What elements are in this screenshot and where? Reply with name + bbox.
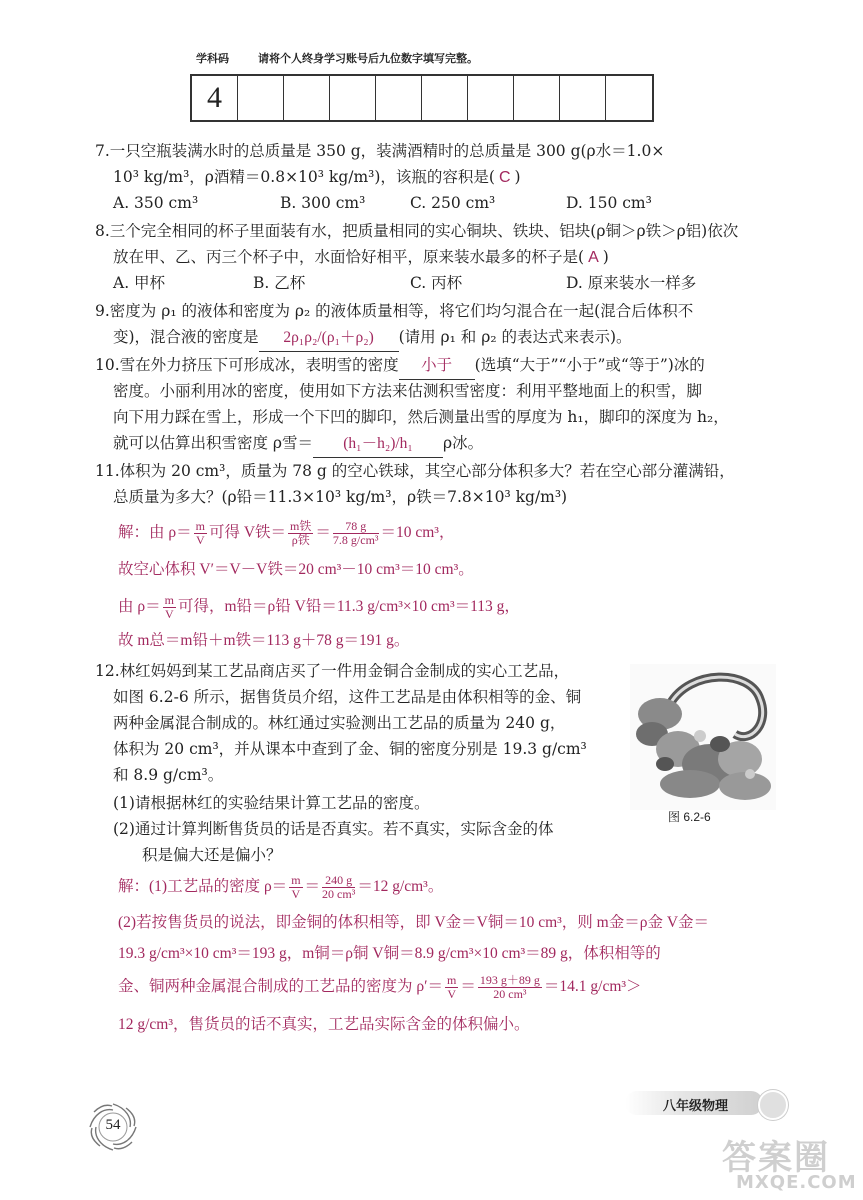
code-box-3[interactable] (330, 76, 376, 120)
q10-line2: 密度。小丽利用冰的密度，使用如下方法来估测积雪密度：利用平整地面上的积雪，脚 (113, 382, 703, 400)
q9-line2: 变)，混合液的密度是 2ρ₁ρ₂/(ρ₁＋ρ₂) (请用 ρ₁ 和 ρ₂ 的表达式来表示)。 (113, 324, 632, 352)
q12-solution-line4: 金、铜两种金属混合制成的工艺品的密度为 ρ′＝ $\frac{m}{V}$ ＝ $\frac{193 g+89 g}{\text{20 cm³}}$ ＝14.1 g/cm³＞ (118, 972, 642, 1001)
q12-line5: 和 8.9 g/cm³。 (113, 766, 224, 784)
q12-solution-line5: 12 g/cm³，售货员的话不真实，工艺品实际含金的体积偏小。 (118, 1016, 530, 1033)
q10-answer2: (h₁－h₂)/h₁ (313, 431, 443, 458)
figure-craft-image (630, 664, 776, 810)
fraction: $\frac{m}{V}$ (195, 518, 205, 547)
fraction: $\frac{m}{V}$ (447, 972, 457, 1001)
q8-answer: A (588, 249, 599, 266)
fraction: $\frac{78 g}{\text{7.8 g/cm³}}$ (332, 518, 379, 547)
fraction: $\frac{m}{V}$ (291, 872, 301, 901)
q7-answer: C (498, 169, 511, 186)
header-instruction: 请将个人终身学习账号后九位数字填写完整。 (258, 52, 478, 65)
code-box-1[interactable] (238, 76, 284, 120)
fraction: $\frac{\text{m铁}}{\text{ρ铁}}$ (290, 518, 312, 547)
fraction: $\frac{193 g+89 g}{\text{20 cm³}}$ (479, 972, 540, 1001)
subject-code-digit: 4 (192, 76, 238, 120)
q8-option-b: B. 乙杯 (253, 274, 306, 292)
q12-line2: 如图 6.2-6 所示，据售货员介绍，这件工艺品是由体积相等的金、铜 (113, 688, 582, 706)
q9-line1: 9.密度为 ρ₁ 的液体和密度为 ρ₂ 的液体质量相等，将它们均匀混合在一起(混合后体积不 (95, 302, 694, 320)
q12-solution-line3: 19.3 g/cm³×10 cm³＝193 g，m铜＝ρ铜 V铜＝8.9 g/cm³×10 cm³＝89 g，体积相等的 (118, 945, 661, 962)
q8-option-c: C. 丙杯 (410, 274, 463, 292)
code-box-8[interactable] (560, 76, 606, 120)
q10-line1: 10.雪在外力挤压下可形成冰，表明雪的密度 小于 (选填“大于”“小于”或“等于”)冰的 (95, 352, 705, 380)
q7-option-b: B. 300 cm³ (280, 194, 366, 212)
q11-line2: 总质量为多大？(ρ铅＝11.3×10³ kg/m³，ρ铁＝7.8×10³ kg/m³) (113, 488, 568, 506)
q10-answer1: 小于 (399, 353, 475, 380)
account-code-boxes (190, 74, 654, 122)
q11-solution-line1: 解：由 ρ＝ $\frac{m}{V}$ 可得 V铁＝ $\frac{\text{m铁}}{\text{ρ铁}}$ ＝ $\frac{78 g}{\text{7.8 g/cm³}}$ ＝10 cm³， (118, 518, 455, 547)
q7-option-d: D. 150 cm³ (566, 194, 652, 212)
q7-line2: 10³ kg/m³，ρ酒精＝0.8×10³ kg/m³)，该瓶的容积是( C ) (113, 164, 521, 191)
q8-option-d: D. 原来装水一样多 (566, 274, 697, 292)
q8-line2: 放在甲、乙、丙三个杯子中，水面恰好相平，原来装水最多的杯子是( A ) (113, 244, 609, 271)
q7-line1: 7.一只空瓶装满水时的总质量是 350 g，装满酒精时的总质量是 300 g(ρ水＝1.0× (95, 142, 665, 160)
q8-line1: 8.三个完全相同的杯子里面装有水，把质量相同的实心铜块、铁块、铝块(ρ铜＞ρ铁＞ρ铝)依次 (95, 222, 739, 240)
q12-sub1: (1)请根据林红的实验结果计算工艺品的密度。 (113, 794, 430, 812)
page-number-badge (86, 1100, 140, 1154)
q12-solution-line2: (2)若按售货员的说法，即金铜的体积相等，即 V金＝V铜＝10 cm³，则 m金＝ρ金 V金＝ (118, 914, 710, 931)
q7-option-c: C. 250 cm³ (410, 194, 496, 212)
q12-sub2-line2: 积是偏大还是偏小？ (142, 846, 282, 864)
q10-line3: 向下用力踩在雪上，形成一个下凹的脚印，然后测量出雪的厚度为 h₁，脚印的深度为 h₂， (113, 408, 729, 426)
watermark-logo: 答案圈 (722, 1138, 830, 1178)
q12-line3: 两种金属混合制成的。林红通过实验测出工艺品的质量为 240 g， (113, 714, 566, 732)
code-box-4[interactable] (376, 76, 422, 120)
q9-answer: 2ρ₁ρ₂/(ρ₁＋ρ₂) (259, 325, 399, 352)
q7-option-a: A. 350 cm³ (113, 194, 199, 212)
code-box-6[interactable] (468, 76, 514, 120)
q12-solution-line1: 解：(1)工艺品的密度 ρ＝ $\frac{m}{V}$ ＝ $\frac{240 g}{\text{20 cm³}}$ ＝12 g/cm³。 (118, 872, 444, 901)
q11-line1: 11.体积为 20 cm³，质量为 78 g 的空心铁球，其空心部分体积多大？若在空心部分灌满铅， (95, 462, 735, 480)
q11-solution-line2: 故空心体积 V′＝V－V铁＝20 cm³－10 cm³＝10 cm³。 (118, 561, 474, 578)
q12-line4: 体积为 20 cm³，并从课本中查到了金、铜的密度分别是 19.3 g/cm³ (113, 740, 587, 758)
footer-circle-icon (758, 1090, 788, 1120)
q11-solution-line4: 故 m总＝m铅＋m铁＝113 g＋78 g＝191 g。 (118, 632, 410, 649)
subject-code-label: 学科码 (196, 52, 229, 65)
page-number: 54 (105, 1117, 121, 1133)
q12-sub2-line1: (2)通过计算判断售货员的话是否真实。若不真实，实际含金的体 (113, 820, 554, 838)
watermark-url: MXQE.COM (736, 1172, 857, 1193)
code-box-5[interactable] (422, 76, 468, 120)
code-box-7[interactable] (514, 76, 560, 120)
q12-line1: 12.林红妈妈到某工艺品商店买了一件用金铜合金制成的实心工艺品， (95, 662, 570, 680)
q11-solution-line3: 由 ρ＝ $\frac{m}{V}$ 可得，m铅＝ρ铅 V铅＝11.3 g/cm³×10 cm³＝113 g， (118, 592, 520, 621)
fraction: $\frac{240 g}{\text{20 cm³}}$ (322, 872, 356, 901)
code-box-2[interactable] (284, 76, 330, 120)
q10-line4: 就可以估算出积雪密度 ρ雪＝ (h₁－h₂)/h₁ ρ冰。 (113, 430, 483, 458)
q8-option-a: A. 甲杯 (113, 274, 166, 292)
fraction: $\frac{m}{V}$ (164, 592, 174, 621)
figure-caption: 图 6.2-6 (668, 810, 711, 824)
code-box-9[interactable] (606, 76, 652, 120)
footer-book-label: 八年级物理 (663, 1099, 729, 1114)
